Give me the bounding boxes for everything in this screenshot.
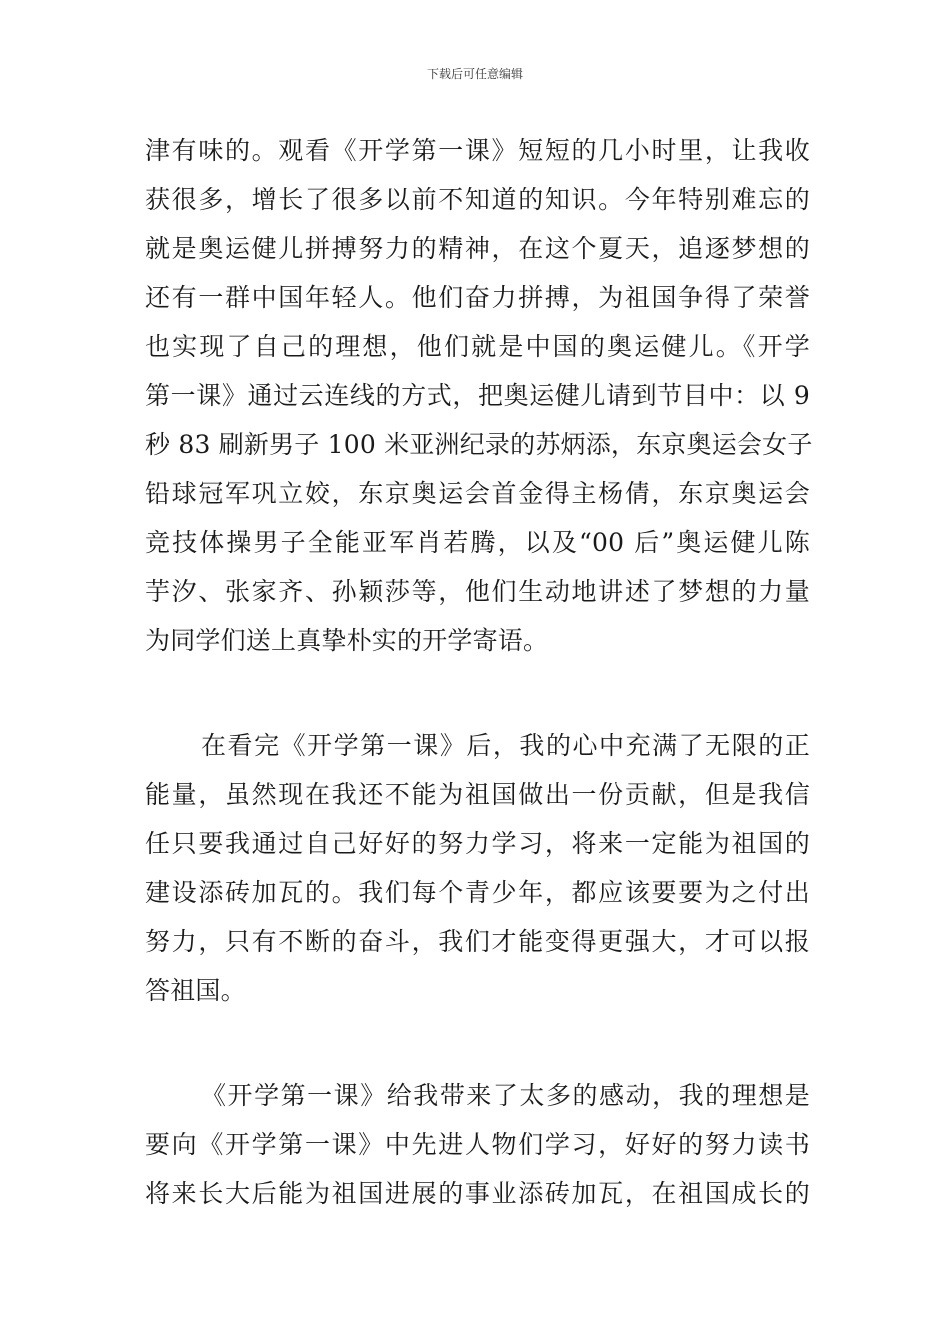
text-line: 在看完《开学第一课》后，我的心中充满了无限的正 (201, 731, 810, 760)
text-line: 将来长大后能为祖国进展的事业添砖加瓦，在祖国成长的 (145, 1179, 810, 1208)
text-line: 努力，只有不断的奋斗，我们才能变得更强大，才可以报 (145, 927, 810, 956)
paragraph-1 (145, 126, 813, 665)
text-line: 秒 83 刷新男子 100 米亚洲纪录的苏炳添，东京奥运会女子 (145, 430, 813, 459)
text-line: 获很多，增长了很多以前不知道的知识。今年特别难忘的 (145, 185, 810, 214)
paragraph-spacer (145, 1015, 810, 1071)
text-line: 能量，虽然现在我还不能为祖国做出一份贡献，但是我信 (145, 780, 810, 809)
text-line: 芋汐、张家齐、孙颖莎等，他们生动地讲述了梦想的力量 (145, 577, 810, 606)
text-line: 竞技体操男子全能亚军肖若腾，以及“00 后”奥运健儿陈 (145, 528, 810, 557)
text-line: 就是奥运健儿拼搏努力的精神，在这个夏天，追逐梦想的 (145, 234, 810, 263)
text-line: 也实现了自己的理想，他们就是中国的奥运健儿。《开学 (145, 332, 810, 361)
paragraph-3 (145, 1071, 810, 1218)
page-header: 下载后可任意编辑 (426, 67, 523, 81)
paragraph-2 (145, 721, 810, 1015)
text-line: 第一课》通过云连线的方式，把奥运健儿请到节目中：以 9 (145, 381, 810, 410)
text-line: 建设添砖加瓦的。我们每个青少年，都应该要要为之付出 (145, 878, 810, 907)
text-line: 要向《开学第一课》中先进人物们学习，好好的努力读书 (145, 1130, 810, 1159)
text-line: 铅球冠军巩立姣，东京奥运会首金得主杨倩，东京奥运会 (145, 479, 810, 508)
text-line: 还有一群中国年轻人。他们奋力拼搏，为祖国争得了荣誉 (145, 283, 810, 312)
paragraph-spacer (145, 665, 810, 721)
text-line: 《开学第一课》给我带来了太多的感动，我的理想是 (201, 1081, 810, 1110)
text-line: 任只要我通过自己好好的努力学习，将来一定能为祖国的 (145, 829, 810, 858)
document-body (145, 126, 813, 1218)
text-line: 为同学们送上真挚朴实的开学寄语。 (145, 626, 549, 655)
text-line: 答祖国。 (145, 976, 246, 1005)
text-line: 津有味的。观看《开学第一课》短短的几小时里，让我收 (145, 136, 810, 165)
